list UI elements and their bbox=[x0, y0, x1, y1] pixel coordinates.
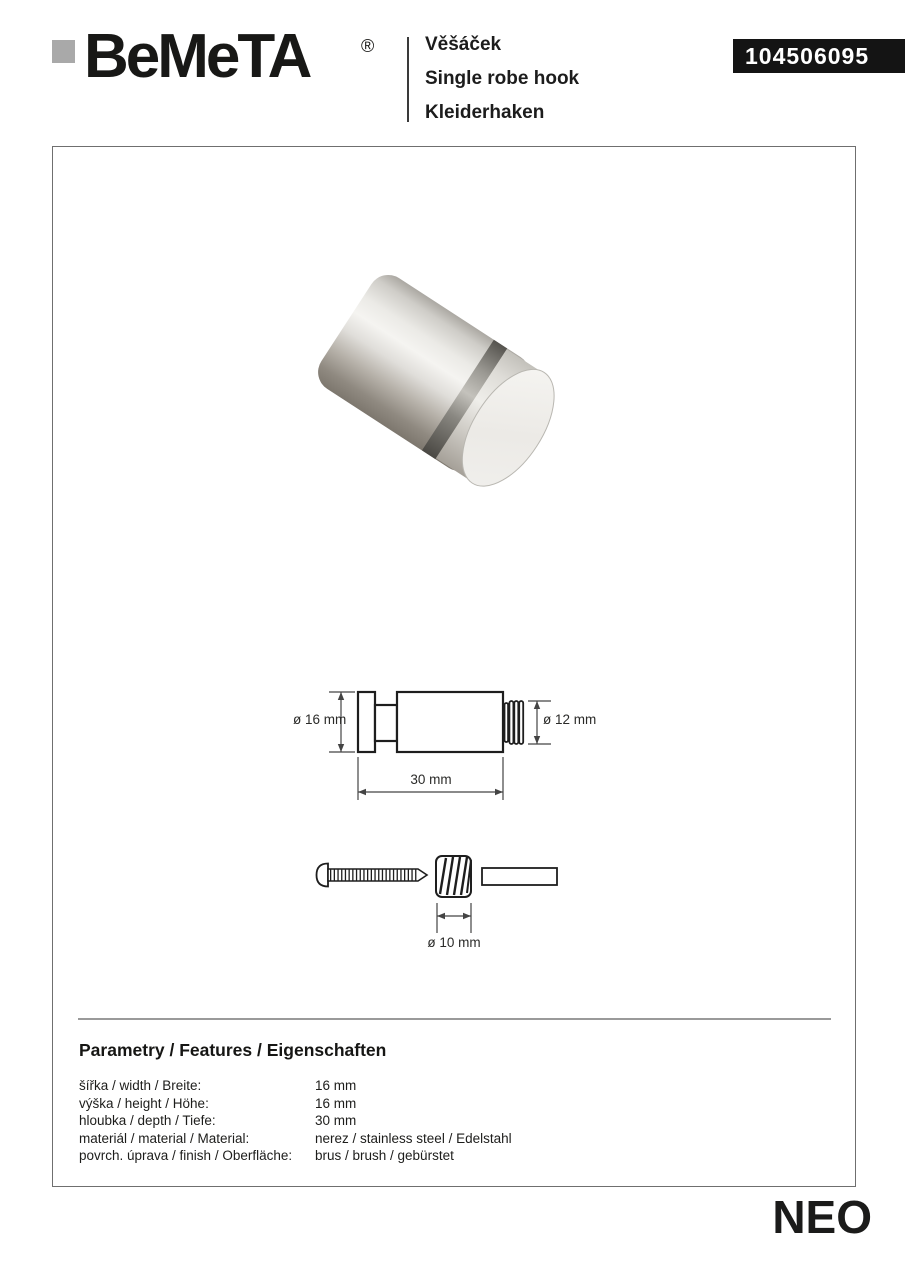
dim-16-arrow-up bbox=[338, 692, 344, 700]
parameters-heading: Parametry / Features / Eigenschaften bbox=[79, 1040, 387, 1060]
param-label-height: výška / height / Höhe: bbox=[79, 1095, 209, 1111]
param-value-width: 16 mm bbox=[315, 1078, 357, 1093]
side-view-drawing bbox=[285, 680, 605, 805]
mounting-hardware-drawing bbox=[300, 848, 570, 953]
param-value-material: nerez / stainless steel / Edelstahl bbox=[315, 1130, 512, 1146]
table-row bbox=[79, 1147, 512, 1165]
param-label-finish: povrch. úprava / finish / Oberfläche: bbox=[79, 1148, 293, 1163]
dim-10-arrow-right bbox=[463, 913, 471, 919]
product-code: 104506095 bbox=[745, 43, 870, 69]
dim-16-label: ø 16 mm bbox=[293, 712, 347, 727]
side-view-drawing-icon bbox=[285, 680, 605, 805]
registered-trademark: ® bbox=[361, 36, 375, 56]
header-divider bbox=[407, 37, 409, 122]
product-title-en: Single robe hook bbox=[425, 68, 580, 89]
robe-hook-photo-icon bbox=[292, 260, 602, 515]
spacer-sleeve-icon bbox=[482, 868, 557, 885]
table-row bbox=[79, 1130, 512, 1148]
dim-16-arrow-down bbox=[338, 744, 344, 752]
param-value-height: 16 mm bbox=[315, 1095, 357, 1111]
dim-30-arrow-right bbox=[495, 789, 503, 795]
dim-12-label: ø 12 mm bbox=[543, 712, 597, 727]
product-titles bbox=[425, 28, 579, 130]
product-code-badge bbox=[733, 39, 905, 73]
product-photo bbox=[292, 260, 602, 515]
table-row bbox=[79, 1112, 512, 1130]
dim-30-label: 30 mm bbox=[410, 772, 452, 787]
brand-logo: BeMeTA bbox=[84, 22, 310, 91]
product-title-de: Kleiderhaken bbox=[425, 102, 545, 123]
dim-12-arrow-up bbox=[534, 701, 540, 709]
parameters-divider bbox=[78, 1018, 831, 1020]
dim-30-arrow-left bbox=[358, 789, 366, 795]
series-name: NEO bbox=[772, 1191, 872, 1243]
screw-icon bbox=[317, 864, 428, 887]
param-value-depth: 30 mm bbox=[315, 1113, 357, 1128]
wall-plate-outline bbox=[358, 692, 375, 752]
logo-square-icon bbox=[52, 40, 75, 63]
dim-12-arrow-down bbox=[534, 736, 540, 744]
wall-plug-icon bbox=[436, 856, 471, 897]
dim-10-arrow-left bbox=[437, 913, 445, 919]
param-label-width: šířka / width / Breite: bbox=[79, 1078, 202, 1093]
mounting-hardware-icon bbox=[300, 848, 570, 953]
param-label-depth: hloubka / depth / Tiefe: bbox=[79, 1113, 216, 1128]
param-label-material: materiál / material / Material: bbox=[79, 1130, 250, 1146]
parameters-table bbox=[79, 1077, 512, 1165]
table-row bbox=[79, 1095, 512, 1113]
body-outline bbox=[397, 692, 503, 752]
param-value-finish: brus / brush / gebürstet bbox=[315, 1148, 454, 1163]
dim-10-label: ø 10 mm bbox=[427, 935, 481, 950]
thread-ridges bbox=[505, 701, 524, 744]
product-title-cs: Věšáček bbox=[425, 34, 502, 55]
table-row bbox=[79, 1077, 512, 1095]
neck-outline bbox=[375, 705, 397, 741]
